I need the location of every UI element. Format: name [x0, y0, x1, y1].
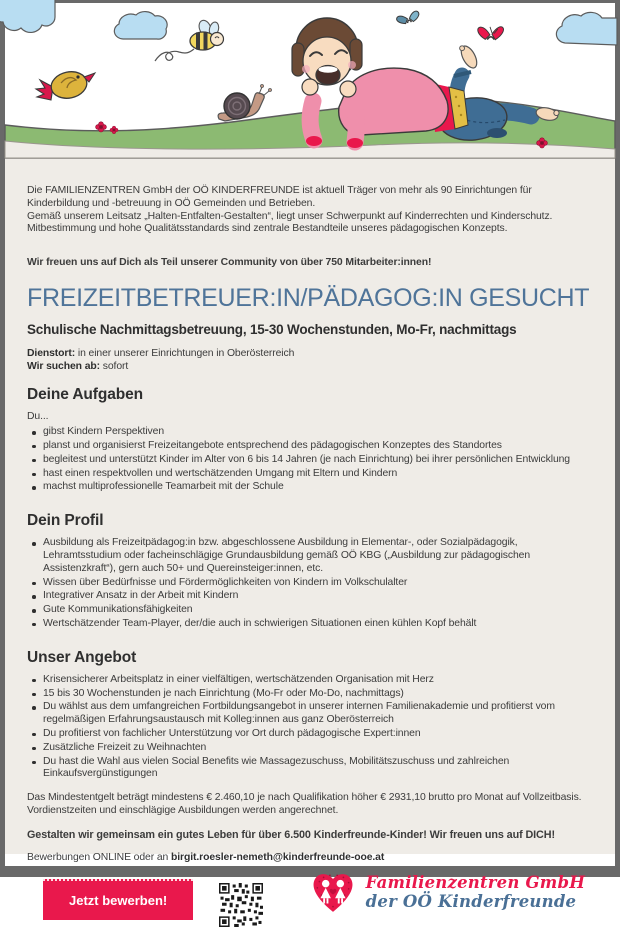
apply-email-link[interactable]: birgit.roesler-nemeth@kinderfreunde-ooe.at	[171, 852, 385, 864]
list-item: Zusätzliche Freizeit zu Weihnachten	[27, 742, 591, 755]
list-item: machst multiprofessionelle Teamarbeit mit der Schule	[27, 481, 591, 494]
list-item: Wertschätzender Team-Player, der/die auch in schwierigen Situationen einen kühlen Kopf behält	[27, 618, 591, 631]
apply-instructions	[27, 852, 591, 865]
logo-line-2: der OÖ Kinderfreunde	[365, 892, 577, 912]
list-item: planst und organisierst Freizeitangebote entsprechend des pädagogischen Konzeptes des Standortes	[27, 440, 591, 453]
section-title-profile: Dein Profil	[27, 512, 104, 530]
list-item: hast einen respektvollen und wertschätzenden Umgang mit Eltern und Kindern	[27, 468, 591, 481]
list-item: Krisensicherer Arbeitsplatz in einer vielfältigen, wertschätzenden Organisation mit Herz	[27, 674, 591, 687]
offer-list	[27, 674, 591, 782]
community-line: Wir freuen uns auf Dich als Teil unserer Community von über 750 Mitarbeiter:innen!	[27, 256, 432, 268]
list-item: Integrativer Ansatz in der Arbeit mit Kindern	[27, 590, 591, 603]
cta-line: Gestalten wir gemeinsam ein gutes Leben für über 6.500 Kinderfreunde-Kinder! Wir freuen uns auf DICH!	[27, 828, 555, 841]
job-subtitle: Schulische Nachmittagsbetreuung, 15-30 Wochenstunden, Mo-Fr, nachmittags	[27, 321, 517, 337]
location-value: in einer unserer Einrichtungen in Oberösterreich	[75, 347, 295, 359]
apply-prefix: Bewerbungen ONLINE oder an	[27, 852, 172, 864]
list-item: Gute Kommunikationsfähigkeiten	[27, 604, 591, 617]
logo-line-1: Familienzentren GmbH	[365, 873, 585, 893]
job-start	[27, 361, 591, 374]
qr-code-icon	[215, 879, 267, 931]
tasks-lead: Du...	[27, 411, 49, 423]
intro-line-1: Die FAMILIENZENTREN GmbH der OÖ KINDERFREUNDE ist aktuell Träger von mehr als 90 Einrichtungen für Kinderbildung und -betreuung in OÖ Gemeinden und Betrieben.	[27, 185, 532, 209]
list-item: Du hast die Wahl aus vielen Social Benefits wie Massagezuschuss, Mobilitätszuschuss und zahlreichen Einkaufsvergünstigungen	[27, 756, 591, 782]
section-title-tasks: Deine Aufgaben	[27, 386, 144, 404]
list-item: 15 bis 30 Wochenstunden je nach Einrichtung (Mo-Fr oder Mo-Do, nachmittags)	[27, 688, 591, 701]
start-value: sofort	[99, 360, 129, 372]
section-title-offer: Unser Angebot	[27, 648, 137, 666]
tasks-list	[27, 426, 591, 495]
footer-row	[27, 873, 591, 931]
apply-button[interactable]: Jetzt bewerben!	[43, 879, 193, 920]
intro-line-3: Mitbestimmung und hohe Qualitätsstandards sind zentrale Bestandteile unseres pädagogischen Konzepts.	[27, 223, 508, 235]
job-flyer	[5, 3, 615, 912]
company-logo-text	[366, 873, 585, 911]
flyer-body	[5, 158, 615, 912]
job-location	[27, 348, 591, 361]
list-item: Wissen über Bedürfnisse und Fördermöglichkeiten von Kindern im Volkschulalter	[27, 577, 591, 590]
location-label: Dienstort:	[27, 347, 76, 359]
list-item: begleitest und unterstützt Kinder im Alter von 6 bis 14 Jahren (je nach Einrichtung) bei ihrer persönlichen Entwicklung	[27, 454, 591, 467]
salary-text: Das Mindestentgelt beträgt mindestens € 2.460,10 je nach Qualifikation höher € 2931,10 brutto pro Monat auf Vollzeitbasis. Vordienstzeiten und einschlägige Ausbildungen werden angerechnet.	[27, 792, 582, 816]
page-title: FREIZEITBETREUER:IN/PÄDAGOG:IN GESUCHT	[27, 283, 590, 312]
list-item: Ausbildung als Freizeitpädagog:in bzw. abgeschlossene Ausbildung in Elementar-, oder Sozialpädagogik, Lehramtsstudium oder facheinschlägige Grundausbildung gemäß OÖ KBG („Ausbildung zur pädagogischen Assistenzkraft“), gern auch 50+ und Quereinsteiger:innen, etc.	[27, 537, 591, 575]
list-item: gibst Kindern Perspektiven	[27, 426, 591, 439]
list-item: Du profitierst von fachlicher Unterstützung vor Ort durch pädagogische Expert:innen	[27, 728, 591, 741]
hero-svg	[5, 3, 615, 158]
header-illustration	[5, 3, 615, 158]
profile-list	[27, 537, 591, 632]
company-logo	[309, 869, 591, 915]
heart-logo-icon	[309, 869, 357, 915]
intro-line-2: Gemäß unserem Leitsatz „Halten-Entfalten-Gestalten“, liegt unser Schwerpunkt auf Kinderrechten und Kinderschutz.	[27, 210, 553, 222]
start-label: Wir suchen ab:	[27, 360, 100, 372]
list-item: Du wählst aus dem umfangreichen Fortbildungsangebot in unserer internen Familienakademie und profitierst vom regelmäßigen Erfahrungsaustausch mit Kolleg:innen aus ganz Oberösterreich	[27, 701, 591, 727]
